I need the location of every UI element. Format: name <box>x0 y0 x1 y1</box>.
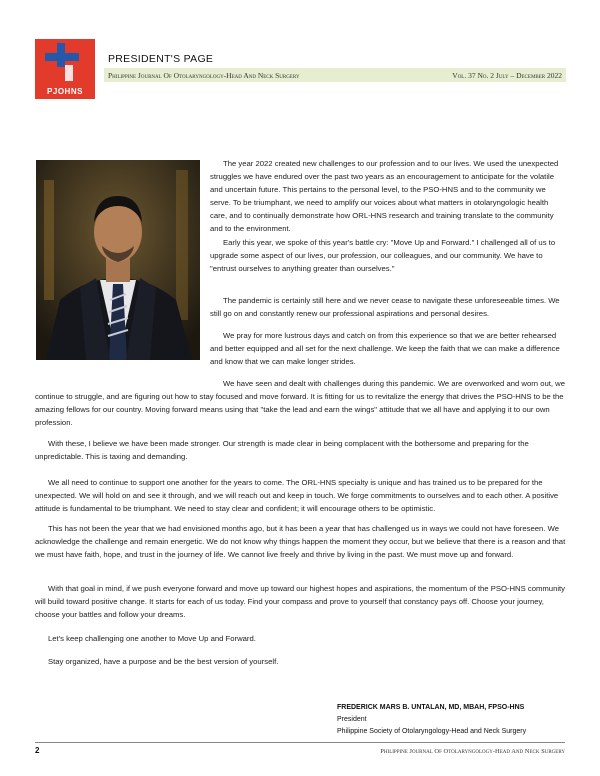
page-number: 2 <box>35 746 40 755</box>
logo-block <box>65 65 73 81</box>
article-paragraph: With that goal in mind, if we push everyone forward and move up toward our highest hopes and aspirations, the momentum of the PSO-HNS community will build toward positive change. It starts for each of us today. Find your compass and prove to yourself that constancy pays off. Choose your journey, choose your battles and follow your dreams. <box>35 584 566 619</box>
article-paragraph: Stay organized, have a purpose and be the best version of yourself. <box>48 657 279 666</box>
article-paragraph: This has not been the year that we had envisioned months ago, but it has been a year that has challenged us in ways we could not have foreseen. We acknowledge the challenge and remain energetic. We do not know why things happen the moment they occur, but we believe that there is a reason and that we must have faith, hope, and trust in the journey of life. We cannot live freely and thrive by living in the past. We must move up and forward. <box>35 524 566 559</box>
article-paragraph: We all need to continue to support one another for the years to come. The ORL-HNS specialty is unique and has trained us to be prepared for the unexpected. We will hold on and see it through, and we will reach out and keep in touch. We forge commitments to ourselves and to each other. A positive attitude is fundamental to be triumphant. We need to stay clear and confident; it will encourage others to be optimistic. <box>35 478 559 513</box>
signature-block <box>337 702 526 738</box>
portrait-illustration <box>36 160 200 360</box>
article-paragraph: We pray for more lustrous days and catch on from this experience so that we are better rehearsed and better equipped and all set for the next challenge. We keep the faith that we can make a difference and know that we can make longer strides. <box>210 331 560 366</box>
journal-name: Philippine Journal Of Otolaryngology-Head And Neck Surgery <box>108 71 300 80</box>
signatory-organization: Philippine Society of Otolaryngology-Head and Neck Surgery <box>337 728 527 735</box>
footer-divider <box>35 742 565 743</box>
portrait-photo <box>36 160 200 360</box>
article-paragraph: We have seen and dealt with challenges during this pandemic. We are overworked and worn out, we continue to struggle, and are figuring out how to stay focused and move forward. It is fitting for us to revitalize the energy that drives the PSO-HNS to be the amazing fellows for our country. Moving forward means using that "take the lead and earn the wings" attitude that we all have and applying it to our own profession. <box>35 379 566 427</box>
article-paragraph: Early this year, we spoke of this year's battle cry: "Move Up and Forward." I challenged all of us to upgrade some aspect of our lives, our profession, our colleagues, and our community. We have to "entrust ourselves to anything greater than ourselves." <box>210 238 556 273</box>
section-title: PRESIDENT'S PAGE <box>108 53 214 65</box>
signatory-name: FREDERICK MARS B. UNTALAN, MD, MBAH, FPSO-HNS <box>337 704 525 711</box>
signatory-title: President <box>337 716 367 723</box>
pjohns-logo <box>35 39 95 99</box>
logo-text: PJOHNS <box>47 87 83 96</box>
article-paragraph: Let's keep challenging one another to Move Up and Forward. <box>48 634 256 643</box>
article-paragraph: The year 2022 created new challenges to our profession and to our lives. We used the unexpected struggles we have endured over the past two years as an encouragement to anticipate for the volatile and uncertain future. This pertains to the personal level, to the PSO-HNS and to the community we serve. To be triumphant, we need to amplify our voices about what matters in otolaryngologic health care, and to continually demonstrate how ORL-HNS research and training translate to the community and to the environment. <box>210 159 559 233</box>
logo-block <box>45 53 79 61</box>
volume-info: Vol. 37 No. 2 July – December 2022 <box>452 71 562 80</box>
article-paragraph: The pandemic is certainly still here and we never cease to navigate these unforeseeable times. We still go on and constantly renew our professional aspirations and personal desires. <box>210 296 560 318</box>
footer-journal-name: Philippine Journal Of Otolaryngology-Head And Neck Surgery <box>380 748 565 755</box>
article-paragraph: With these, I believe we have been made stronger. Our strength is made clear in being complacent with the bothersome and preparing for the unpredictable. This is taxing and demanding. <box>35 439 529 461</box>
